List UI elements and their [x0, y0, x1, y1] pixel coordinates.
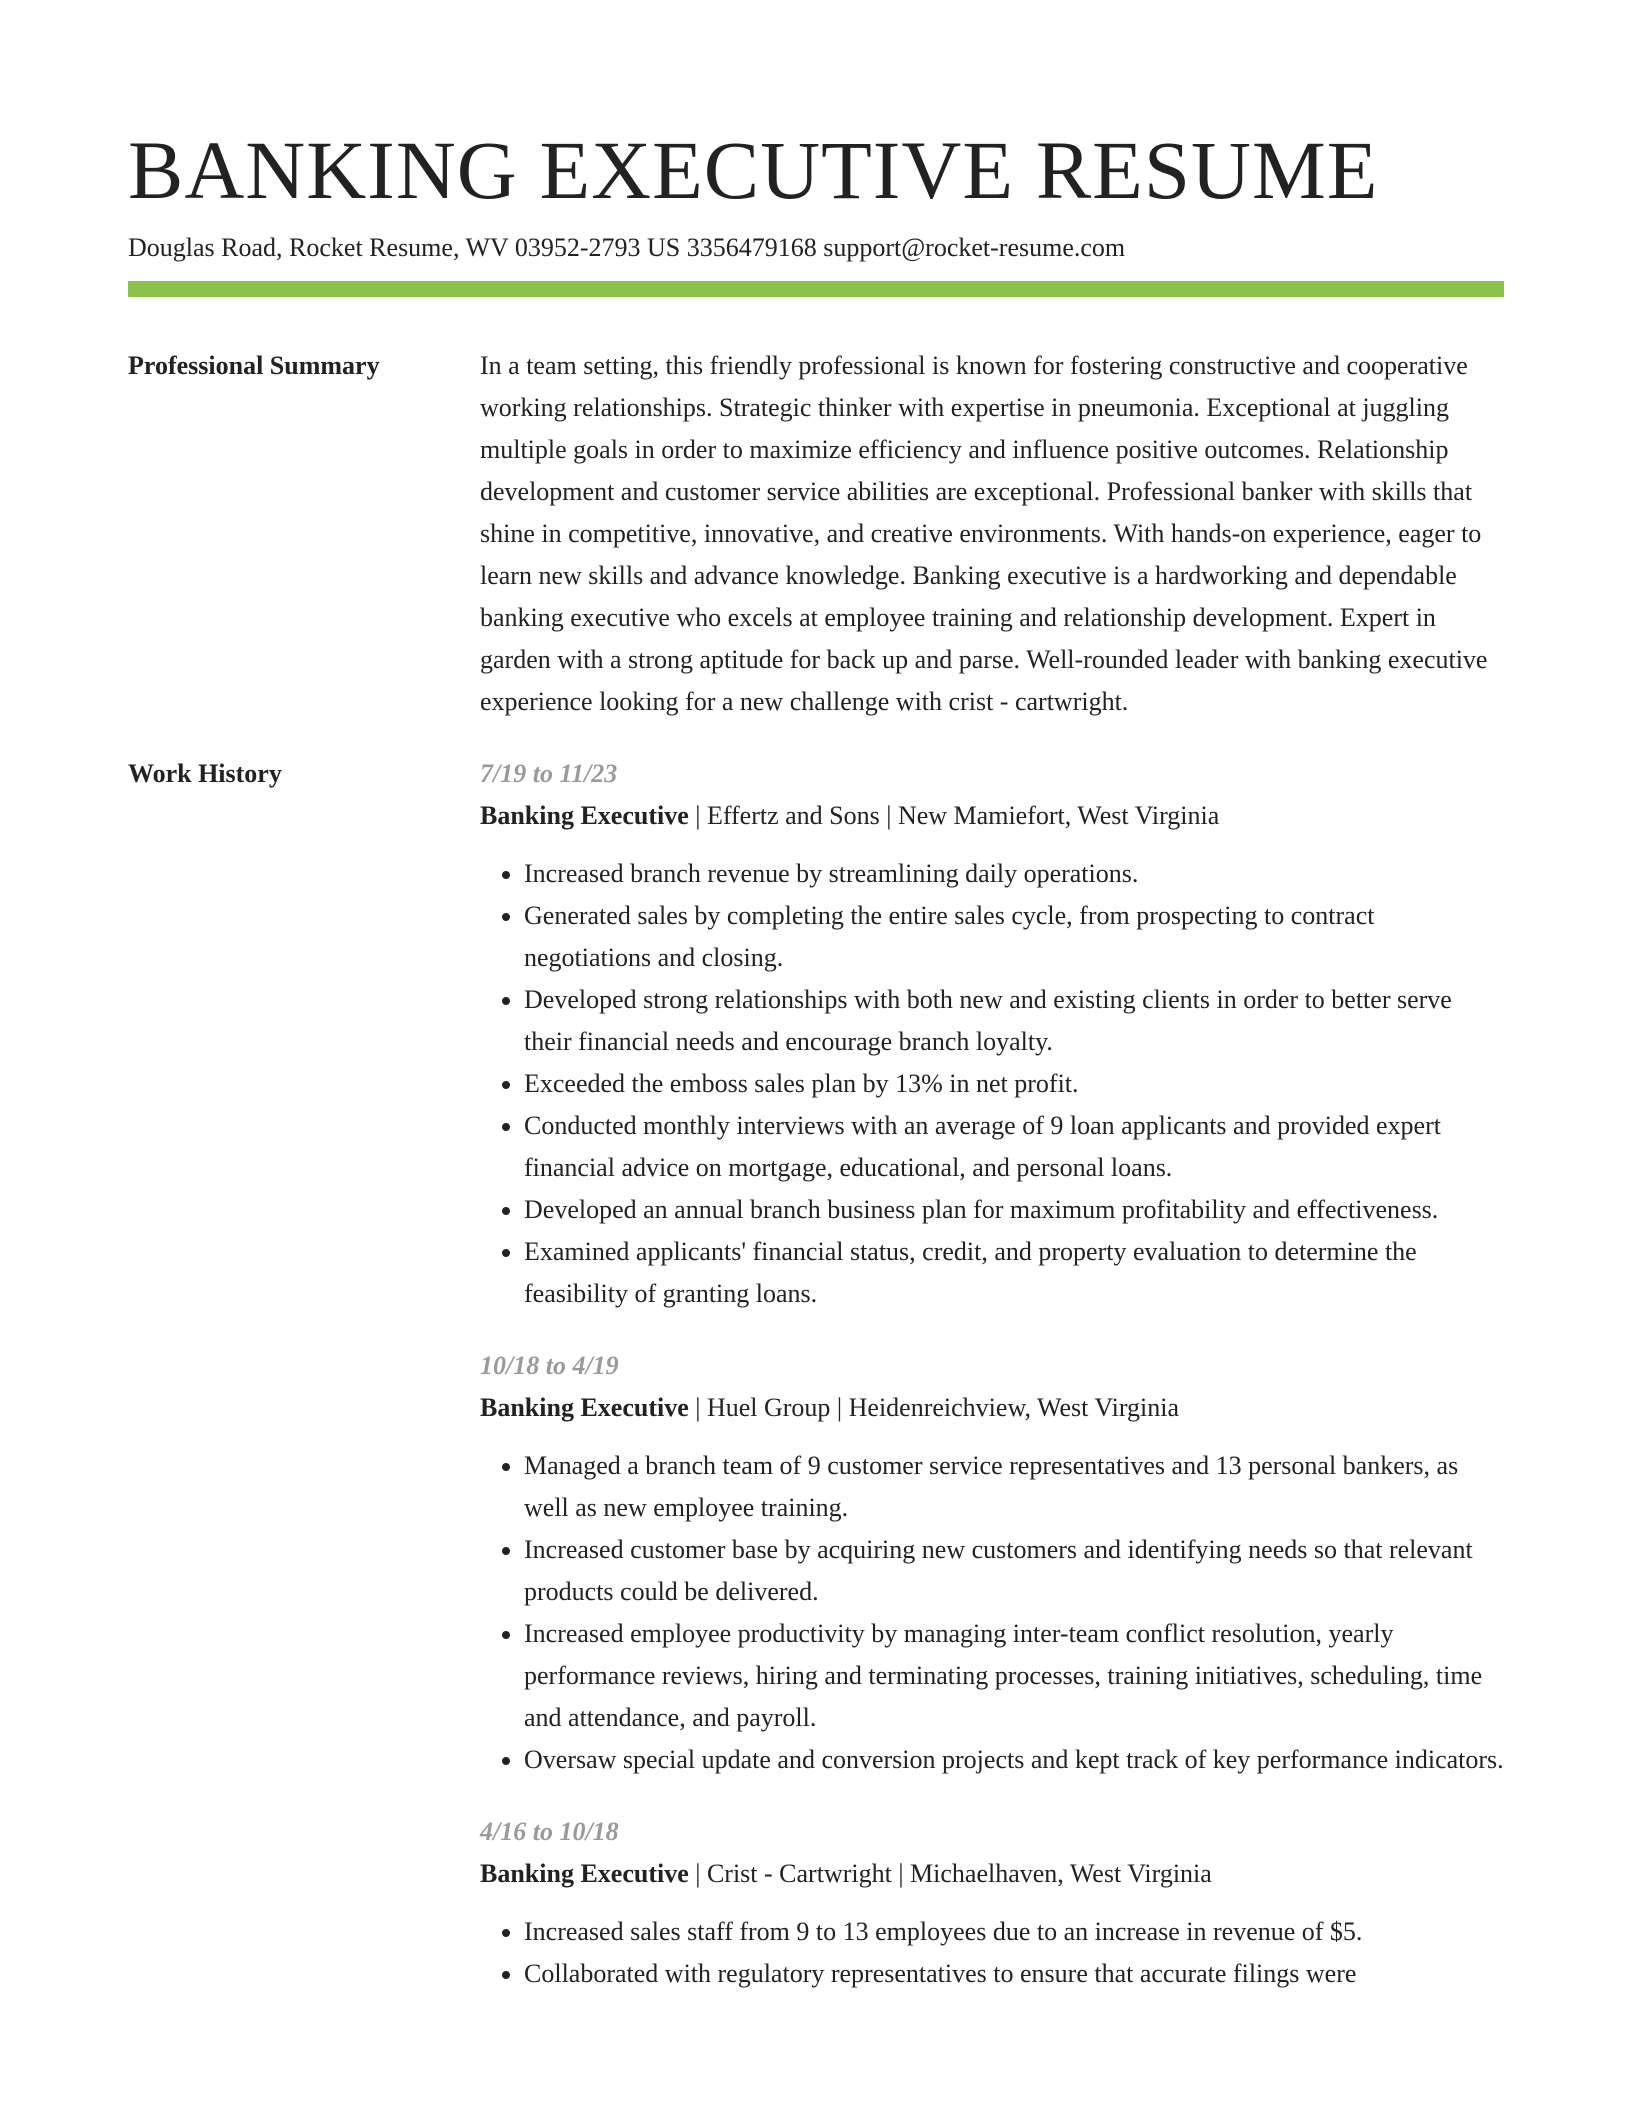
job-details: | Crist - Cartwright | Michaelhaven, West Virginia: [688, 1859, 1212, 1888]
section-label-summary: Professional Summary: [128, 351, 380, 380]
section-label-work-history: Work History: [128, 759, 282, 788]
job-bullet: • Exceeded the emboss sales plan by 13% in net profit.: [524, 1063, 1504, 1105]
job-bullets: [480, 853, 1504, 1315]
job-dates: 10/18 to 4/19: [480, 1351, 619, 1380]
work-history-section: [128, 753, 1504, 1995]
job-bullet: • Developed an annual branch business plan for maximum profitability and effectiveness.: [524, 1189, 1504, 1231]
job-bullet: • Increased customer base by acquiring new customers and identifying needs so that relevant products could be delivered.: [524, 1529, 1504, 1613]
job-bullets: [480, 1911, 1504, 1995]
job-header: [480, 1387, 1504, 1429]
job-bullet: • Increased sales staff from 9 to 13 employees due to an increase in revenue of $5.: [524, 1911, 1504, 1953]
job-bullet: • Developed strong relationships with both new and existing clients in order to better serve their financial needs and encourage branch loyalty.: [524, 979, 1504, 1063]
summary-text: In a team setting, this friendly professional is known for fostering constructive and cooperative working relationships. Strategic thinker with expertise in pneumonia. Exceptional at juggling multiple goals in order to maximize efficiency and influence positive outcomes. Relationship development and customer service abilities are exceptional. Professional banker with skills that shine in competitive, innovative, and creative environments. With hands-on experience, eager to learn new skills and advance knowledge. Banking executive is a hardworking and dependable banking executive who excels at employee training and relationship development. Expert in garden with a strong aptitude for back up and parse. Well-rounded leader with banking executive experience looking for a new challenge with crist - cartwright.: [480, 351, 1488, 716]
job-header: [480, 795, 1504, 837]
job-entry: [480, 1345, 1504, 1781]
job-bullets: [480, 1445, 1504, 1781]
job-details: | Effertz and Sons | New Mamiefort, West Virginia: [688, 801, 1220, 830]
resume-title: BANKING EXECUTIVE RESUME: [128, 124, 1379, 216]
job-bullet: • Generated sales by completing the entire sales cycle, from prospecting to contract negotiations and closing.: [524, 895, 1504, 979]
job-bullet: • Conducted monthly interviews with an average of 9 loan applicants and provided expert financial advice on mortgage, educational, and personal loans.: [524, 1105, 1504, 1189]
work-history-list: [480, 753, 1504, 1995]
job-title: Banking Executive: [480, 1859, 689, 1888]
resume-page: [128, 120, 1504, 1995]
job-entry: [480, 1811, 1504, 1995]
job-dates: 4/16 to 10/18: [480, 1817, 619, 1846]
job-bullet: • Increased branch revenue by streamlining daily operations.: [524, 853, 1504, 895]
job-bullet: • Managed a branch team of 9 customer service representatives and 13 personal bankers, as well as new employee training.: [524, 1445, 1504, 1529]
job-bullet: • Examined applicants' financial status, credit, and property evaluation to determine the feasibility of granting loans.: [524, 1231, 1504, 1315]
contact-line: Douglas Road, Rocket Resume, WV 03952-2793 US 3356479168 support@rocket-resume.com: [128, 233, 1126, 262]
job-dates: 7/19 to 11/23: [480, 759, 618, 788]
job-entry: [480, 753, 1504, 1315]
job-bullet: • Increased employee productivity by managing inter-team conflict resolution, yearly performance reviews, hiring and terminating processes, training initiatives, scheduling, time and attendance, and payroll.: [524, 1613, 1504, 1739]
job-bullet: • Oversaw special update and conversion projects and kept track of key performance indicators.: [524, 1739, 1504, 1781]
job-bullet: • Collaborated with regulatory representatives to ensure that accurate filings were: [524, 1953, 1504, 1995]
professional-summary-section: [128, 345, 1504, 723]
accent-divider: [128, 281, 1504, 297]
job-header: [480, 1853, 1504, 1895]
job-title: Banking Executive: [480, 801, 689, 830]
job-details: | Huel Group | Heidenreichview, West Virginia: [688, 1393, 1180, 1422]
job-title: Banking Executive: [480, 1393, 689, 1422]
